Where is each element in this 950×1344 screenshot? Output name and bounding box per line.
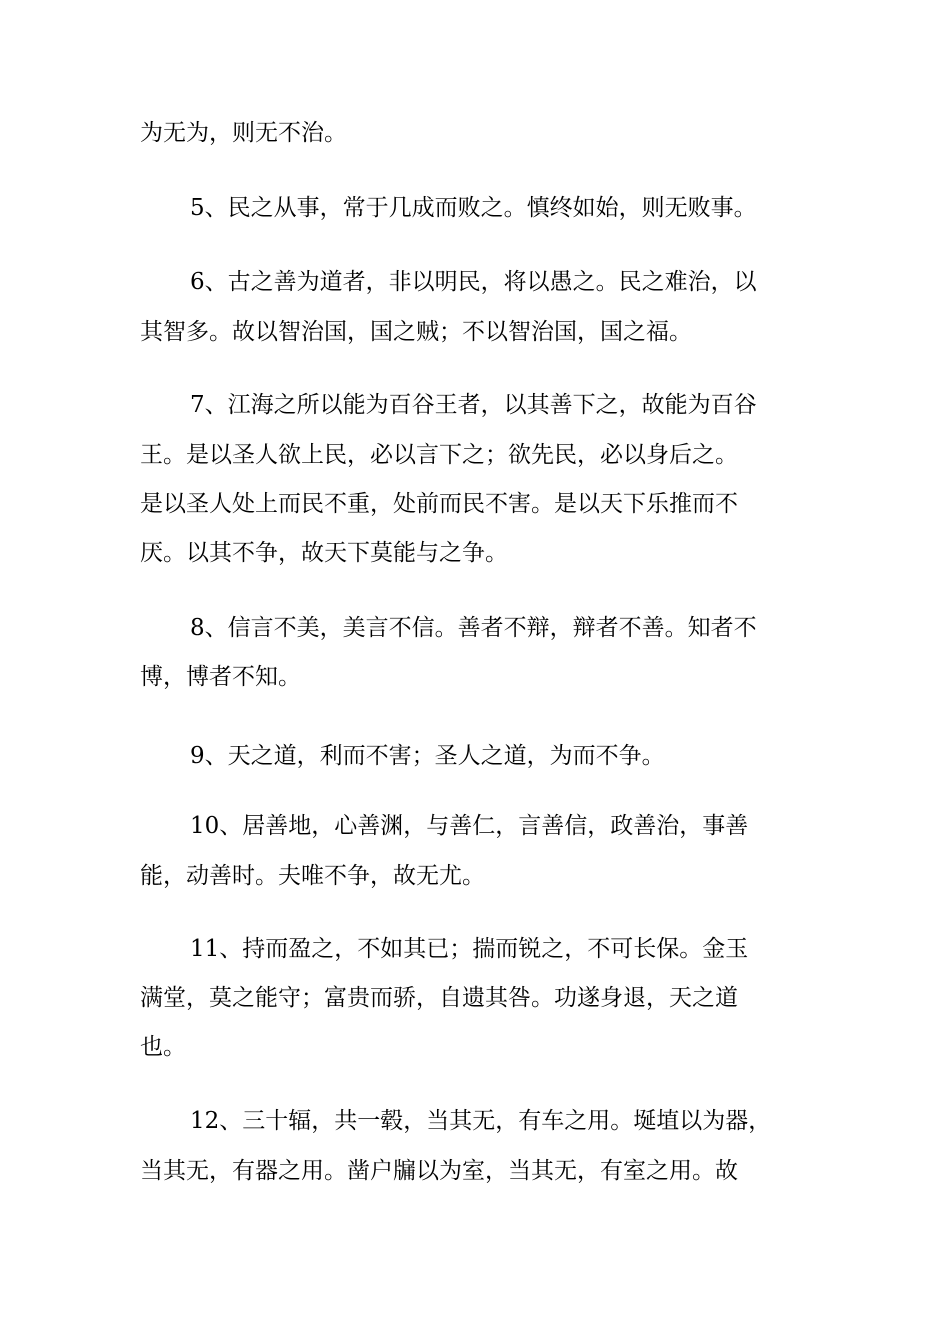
text-line: 10、居善地，心善渊，与善仁，言善信，政善治，事善 bbox=[190, 813, 749, 839]
text-line: 12、三十辐，共一毂，当其无，有车之用。埏埴以为器， bbox=[190, 1108, 772, 1134]
text-line: 5、民之从事，常于几成而败之。慎终如始，则无败事。 bbox=[190, 195, 757, 221]
text-line: 9、天之道，利而不害；圣人之道，为而不争。 bbox=[190, 743, 665, 769]
text-line: 是以圣人处上而民不重，处前而民不害。是以天下乐推而不 bbox=[140, 491, 738, 517]
text-line: 其智多。故以智治国，国之贼；不以智治国，国之福。 bbox=[140, 319, 692, 345]
text-line: 厌。以其不争，故天下莫能与之争。 bbox=[140, 540, 508, 566]
text-line: 博，博者不知。 bbox=[140, 664, 301, 690]
text-line: 王。是以圣人欲上民，必以言下之；欲先民，必以身后之。 bbox=[140, 442, 738, 468]
text-line: 为无为，则无不治。 bbox=[140, 120, 347, 146]
text-line: 6、古之善为道者，非以明民，将以愚之。民之难治，以 bbox=[190, 269, 757, 295]
text-line: 也。 bbox=[140, 1034, 186, 1060]
text-line: 能，动善时。夫唯不争，故无尤。 bbox=[140, 863, 485, 889]
text-line: 满堂，莫之能守；富贵而骄，自遗其咎。功遂身退，天之道 bbox=[140, 985, 738, 1011]
text-line: 8、信言不美，美言不信。善者不辩，辩者不善。知者不 bbox=[190, 615, 757, 641]
text-line: 11、持而盈之，不如其已；揣而锐之，不可长保。金玉 bbox=[190, 936, 749, 962]
text-line: 当其无，有器之用。凿户牖以为室，当其无，有室之用。故 bbox=[140, 1158, 738, 1184]
text-line: 7、江海之所以能为百谷王者，以其善下之，故能为百谷 bbox=[190, 392, 757, 418]
